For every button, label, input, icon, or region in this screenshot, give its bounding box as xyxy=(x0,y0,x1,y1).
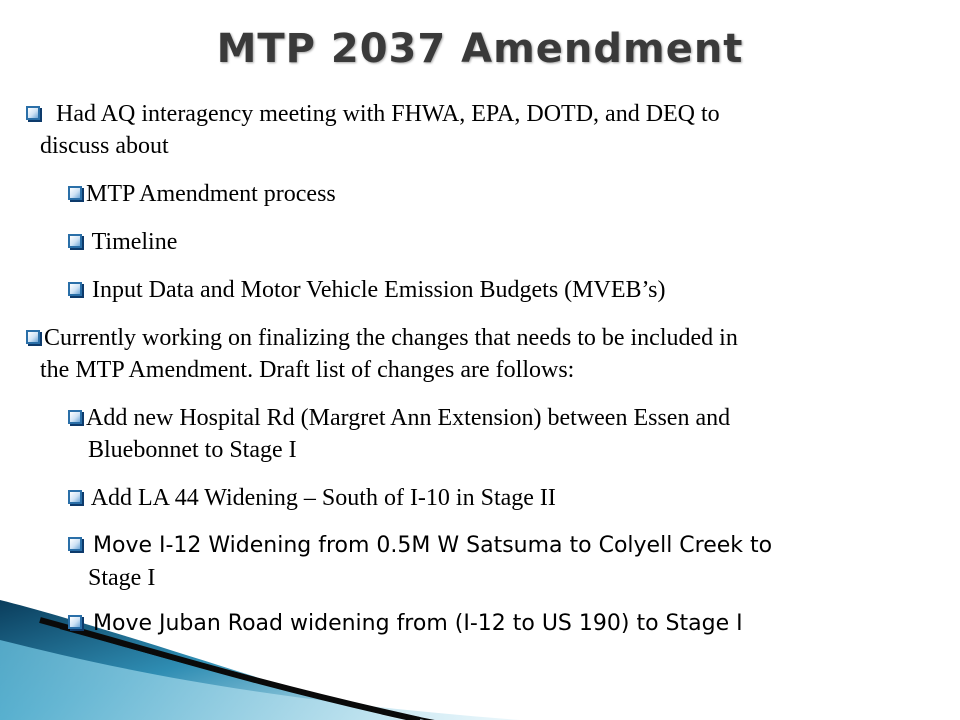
slide-title: MTP 2037 Amendment xyxy=(216,26,744,72)
list-item xyxy=(68,178,336,210)
list-item xyxy=(26,322,738,386)
bullet-text-continued: discuss about xyxy=(40,133,169,159)
list-item xyxy=(68,274,666,306)
bullet-text: MTP Amendment process xyxy=(86,181,336,207)
checkbox-bullet-icon xyxy=(68,282,82,296)
bullet-text: Move Juban Road widening from (I-12 to US 190) to Stage I xyxy=(93,611,743,636)
list-item xyxy=(68,530,772,594)
bullet-text-continued: Stage I xyxy=(88,565,156,591)
checkbox-bullet-icon xyxy=(26,106,40,120)
list-item xyxy=(68,402,730,466)
bullet-text: Currently working on finalizing the changes that needs to be included in xyxy=(44,325,738,351)
list-item xyxy=(68,608,743,640)
bullet-text: Add LA 44 Widening – South of I-10 in Stage II xyxy=(90,485,556,511)
checkbox-bullet-icon xyxy=(68,615,82,629)
bullet-text-continued: the MTP Amendment. Draft list of changes are follows: xyxy=(40,357,575,383)
checkbox-bullet-icon xyxy=(68,490,82,504)
bullet-text: Add new Hospital Rd (Margret Ann Extension) between Essen and xyxy=(86,405,731,431)
checkbox-bullet-icon xyxy=(68,410,82,424)
list-item xyxy=(26,98,720,162)
bullet-text: Timeline xyxy=(91,229,178,255)
bullet-text-continued: Bluebonnet to Stage I xyxy=(88,437,297,463)
checkbox-bullet-icon xyxy=(68,234,82,248)
bullet-text: Move I-12 Widening from 0.5M W Satsuma to Colyell Creek to xyxy=(93,533,773,558)
bullet-text: Input Data and Motor Vehicle Emission Budgets (MVEB’s) xyxy=(92,277,666,303)
checkbox-bullet-icon xyxy=(26,330,40,344)
checkbox-bullet-icon xyxy=(68,537,82,551)
bullet-text: Had AQ interagency meeting with FHWA, EPA, DOTD, and DEQ to xyxy=(56,101,720,127)
list-item xyxy=(68,482,556,514)
checkbox-bullet-icon xyxy=(68,186,82,200)
list-item xyxy=(68,226,177,258)
